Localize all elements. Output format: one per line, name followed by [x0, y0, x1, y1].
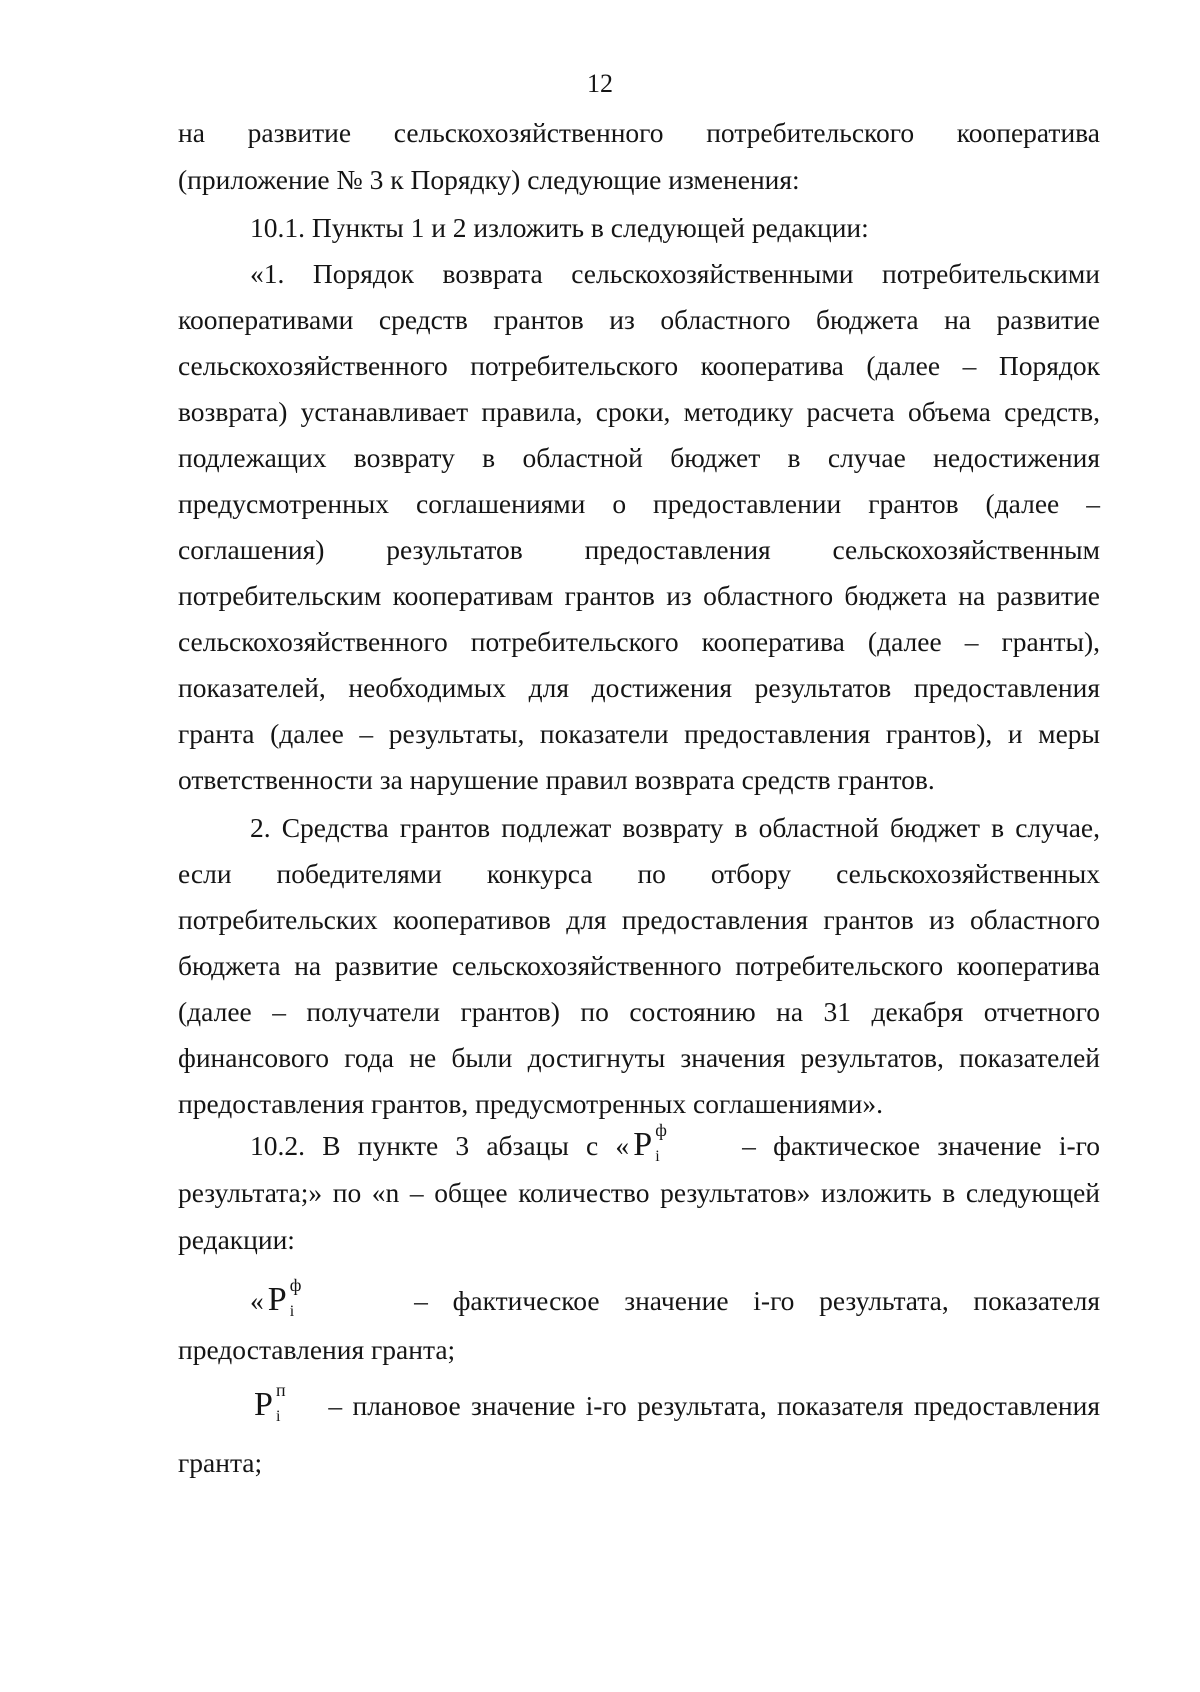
text-line: предоставления грантов, предусмотренных соглашениями».	[178, 1088, 883, 1119]
clause-10-2-prefix: 10.2. В пункте 3 абзацы с «	[250, 1130, 630, 1161]
text-line: если победителями конкурса по отбору сельскохозяйственных	[178, 858, 1100, 889]
symbol-p-plan: P п i	[254, 1380, 286, 1425]
def-plan-line-2: гранта;	[178, 1447, 263, 1478]
symbol-p-actual: P ф i	[633, 1120, 667, 1165]
def-actual-line-2: предоставления гранта;	[178, 1334, 456, 1365]
text-line: 10.1. Пункты 1 и 2 изложить в следующей редакции:	[250, 212, 869, 243]
clause-10-2-line-2: результата;» по «n – общее количество результатов» изложить в следующей	[178, 1177, 1100, 1208]
text-line: соглашения) результатов предоставления сельскохозяйственным	[178, 534, 1100, 565]
text-line: сельскохозяйственного потребительского кооператива (далее – гранты),	[178, 626, 1100, 657]
def-plan-line-1	[250, 1380, 1100, 1425]
text-line: потребительским кооперативам грантов из областного бюджета на развитие	[178, 580, 1100, 611]
text-line: ответственности за нарушение правил возврата средств грантов.	[178, 764, 935, 795]
text-line: подлежащих возврату в областной бюджет в случае недостижения	[178, 442, 1100, 473]
def-plan-text: – плановое значение i-го результата, показателя предоставления	[318, 1390, 1100, 1421]
def-actual-text: – фактическое значение i-го результата, показателя	[389, 1285, 1100, 1316]
clause-10-2-line-3: редакции:	[178, 1224, 295, 1255]
page-number: 12	[587, 69, 613, 98]
symbol-p-actual-def: P ф i	[267, 1275, 302, 1320]
text-line: на развитие сельскохозяйственного потребительского кооператива	[178, 117, 1100, 148]
text-line: финансового года не были достигнуты значения результатов, показателей	[178, 1042, 1100, 1073]
clause-10-2-line-1	[250, 1120, 1100, 1165]
text-line: (далее – получатели грантов) по состоянию на 31 декабря отчетного	[178, 996, 1100, 1027]
text-line: (приложение № 3 к Порядку) следующие изменения:	[178, 164, 800, 195]
text-line: предусмотренных соглашениями о предоставлении грантов (далее –	[178, 488, 1100, 519]
text-line: сельскохозяйственного потребительского кооператива (далее – Порядок	[178, 350, 1100, 381]
text-line: показателей, необходимых для достижения результатов предоставления	[178, 672, 1100, 703]
text-line: 2. Средства грантов подлежат возврату в областной бюджет в случае,	[250, 812, 1100, 843]
text-line: гранта (далее – результаты, показатели предоставления грантов), и меры	[178, 718, 1100, 749]
text-line: возврата) устанавливает правила, сроки, методику расчета объема средств,	[178, 396, 1100, 427]
text-line: потребительских кооперативов для предоставления грантов из областного	[178, 904, 1100, 935]
text-line: «1. Порядок возврата сельскохозяйственными потребительскими	[250, 258, 1100, 289]
clause-10-2-suffix: – фактическое значение i-го	[724, 1130, 1100, 1161]
def-actual-line-1	[250, 1275, 1100, 1320]
text-line: бюджета на развитие сельскохозяйственного потребительского кооператива	[178, 950, 1100, 981]
def-actual-open-quote: «	[250, 1285, 264, 1316]
text-line: кооперативами средств грантов из областного бюджета на развитие	[178, 304, 1100, 335]
